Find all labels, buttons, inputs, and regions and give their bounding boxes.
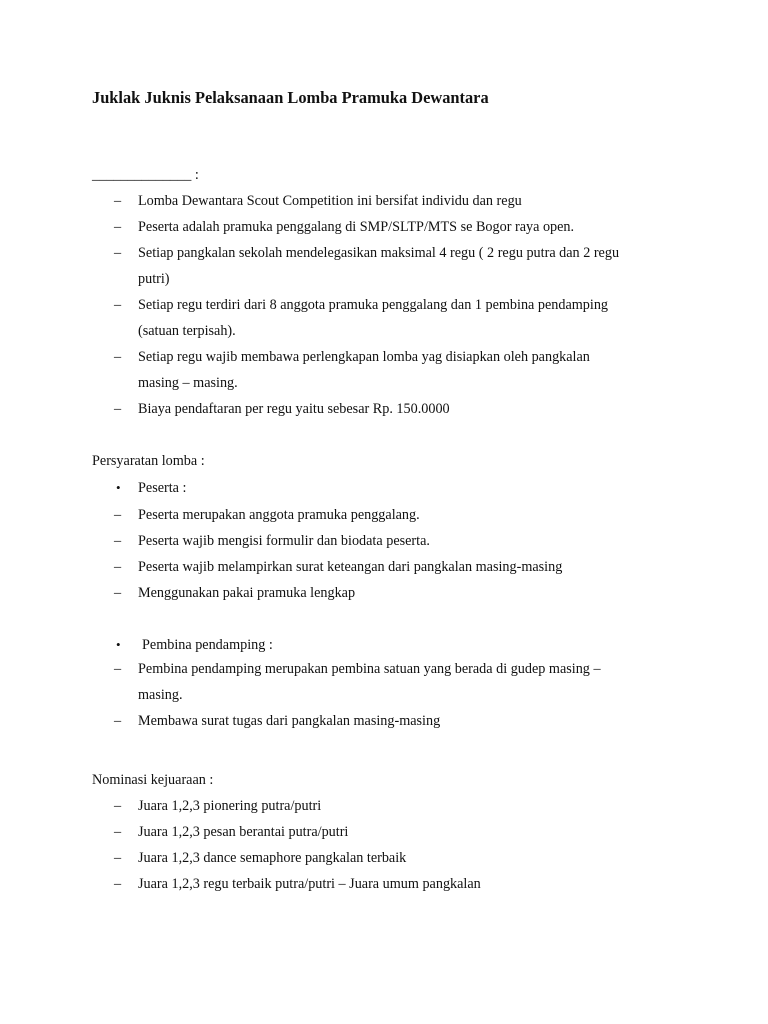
section3-heading: Nominasi kejuaraan : — [92, 772, 214, 788]
dash-marker: – — [114, 219, 122, 235]
section2-heading: Persyaratan lomba : — [92, 453, 205, 469]
list-item: Biaya pendaftaran per regu yaitu sebesar Rp. 150.0000 — [138, 401, 450, 417]
dash-marker: – — [114, 661, 122, 677]
document-title: Juklak Juknis Pelaksanaan Lomba Pramuka Dewantara — [92, 88, 489, 107]
bullet-marker: • — [116, 480, 121, 495]
list-item: Juara 1,2,3 pionering putra/putri — [138, 798, 322, 814]
list-item: Setiap regu terdiri dari 8 anggota pramuka penggalang dan 1 pembina pendamping — [138, 297, 609, 313]
list-item: Membawa surat tugas dari pangkalan masing-masing — [138, 713, 441, 729]
section1-heading: ______________ : — [92, 167, 199, 183]
bullet-marker: • — [116, 637, 121, 652]
dash-marker: – — [114, 533, 122, 549]
list-item: Juara 1,2,3 pesan berantai putra/putri — [138, 824, 349, 840]
list-item: Menggunakan pakai pramuka lengkap — [138, 585, 356, 601]
dash-marker: – — [114, 850, 122, 866]
dash-marker: – — [114, 798, 122, 814]
list-item-continuation: putri) — [138, 271, 170, 287]
list-item: Juara 1,2,3 dance semaphore pangkalan terbaik — [138, 850, 407, 866]
dash-marker: – — [114, 297, 122, 313]
list-item: Peserta adalah pramuka penggalang di SMP/SLTP/MTS se Bogor raya open. — [138, 219, 575, 235]
dash-marker: – — [114, 349, 122, 365]
dash-marker: – — [114, 585, 122, 601]
list-item: Peserta wajib melampirkan surat keteangan dari pangkalan masing-masing — [138, 559, 563, 575]
list-item-continuation: masing. — [138, 687, 183, 703]
pembina-label: Pembina pendamping : — [142, 637, 273, 653]
list-item: Pembina pendamping merupakan pembina satuan yang berada di gudep masing – — [138, 661, 601, 677]
dash-marker: – — [114, 507, 122, 523]
list-item-continuation: masing – masing. — [138, 375, 238, 391]
peserta-label: Peserta : — [138, 480, 187, 496]
dash-marker: – — [114, 401, 122, 417]
dash-marker: – — [114, 193, 122, 209]
list-item: Peserta wajib mengisi formulir dan biodata peserta. — [138, 533, 430, 549]
list-item: Setiap regu wajib membawa perlengkapan lomba yag disiapkan oleh pangkalan — [138, 349, 590, 365]
list-item: Lomba Dewantara Scout Competition ini bersifat individu dan regu — [138, 193, 522, 209]
list-item: Peserta merupakan anggota pramuka penggalang. — [138, 507, 420, 523]
dash-marker: – — [114, 876, 122, 892]
list-item: Setiap pangkalan sekolah mendelegasikan maksimal 4 regu ( 2 regu putra dan 2 regu — [138, 245, 620, 261]
list-item: Juara 1,2,3 regu terbaik putra/putri – Juara umum pangkalan — [138, 876, 481, 892]
dash-marker: – — [114, 559, 122, 575]
dash-marker: – — [114, 245, 122, 261]
dash-marker: – — [114, 824, 122, 840]
dash-marker: – — [114, 713, 122, 729]
list-item-continuation: (satuan terpisah). — [138, 323, 236, 339]
